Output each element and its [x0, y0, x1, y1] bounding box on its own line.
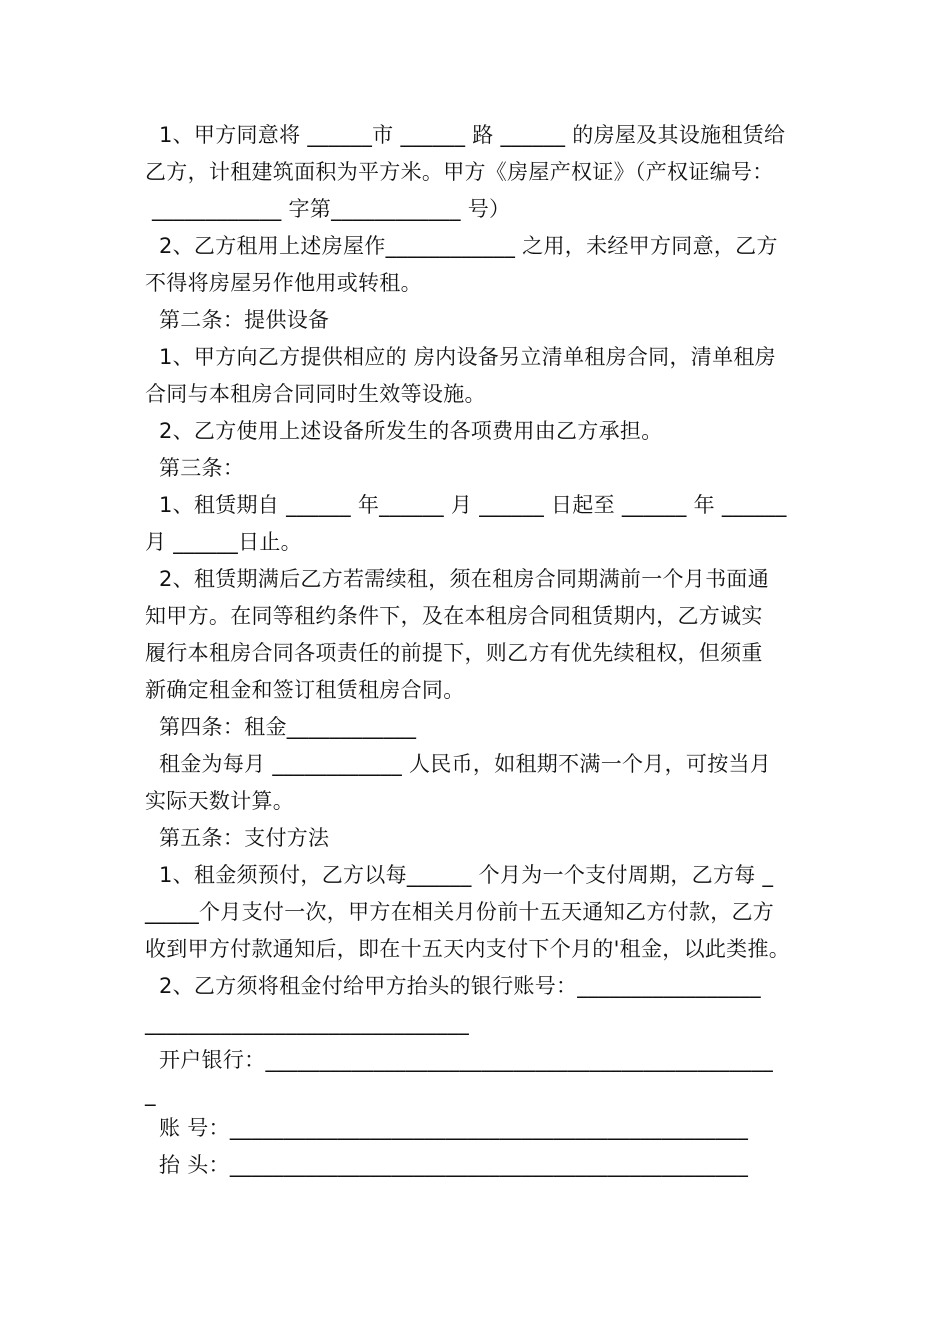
text-line: 1、甲方向乙方提供相应的 房内设备另立清单租房合同，清单租房: [145, 345, 776, 369]
text-line: 合同与本租房合同同时生效等设施。: [145, 382, 486, 406]
text-line: 收到甲方付款通知后，即在十五天内支付下个月的'租金，以此类推。: [145, 937, 791, 961]
text-line: 2、乙方须将租金付给甲方抬头的银行账号：_________________: [145, 974, 761, 998]
section-heading: 第二条：提供设备: [145, 308, 330, 332]
text-line: _____个月支付一次，甲方在相关月份前十五天通知乙方付款，乙方: [145, 900, 775, 924]
bank-name-line: 开户银行：_______________________________________________: [145, 1048, 774, 1072]
text-line: 知甲方。在同等租约条件下，及在本租房合同租赁期内，乙方诚实: [145, 604, 763, 628]
account-title-line: 抬 头：________________________________________________: [145, 1153, 749, 1177]
account-number-line: 账 号：________________________________________________: [145, 1116, 749, 1140]
contract-body: [145, 117, 810, 1184]
text-line: _: [145, 1082, 156, 1106]
section-heading: 第五条：支付方法: [145, 826, 330, 850]
section-heading: 第四条：租金____________: [145, 715, 417, 739]
text-line: 不得将房屋另作他用或转租。: [145, 271, 422, 295]
text-line: ______________________________: [145, 1011, 469, 1035]
text-line: 乙方，计租建筑面积为平方米。甲方《房屋产权证》（产权证编号：: [145, 160, 774, 184]
text-line: 月 ______日止。: [145, 530, 302, 554]
text-line: 2、租赁期满后乙方若需续租，须在租房合同期满前一个月书面通: [145, 567, 770, 591]
text-line: 2、乙方租用上述房屋作____________ 之用，未经甲方同意，乙方: [145, 234, 778, 258]
text-line: 2、乙方使用上述设备所发生的各项费用由乙方承担。: [145, 419, 663, 443]
text-line: 1、甲方同意将 ______市 ______ 路 ______ 的房屋及其设施租赁给: [145, 123, 786, 147]
text-line: 1、租赁期自 ______ 年______ 月 ______ 日起至 ______ 年 ______: [145, 493, 787, 517]
section-heading: 第三条：: [145, 456, 245, 480]
text-line: 1、租金须预付，乙方以每______ 个月为一个支付周期，乙方每 _: [145, 863, 774, 887]
text-line: ____________ 字第____________ 号）: [145, 197, 511, 221]
text-line: 实际天数计算。: [145, 789, 295, 813]
text-line: 新确定租金和签订租赁租房合同。: [145, 678, 465, 702]
text-line: 租金为每月 ____________ 人民币，如租期不满一个月，可按当月: [145, 752, 772, 776]
text-line: 履行本租房合同各项责任的前提下，则乙方有优先续租权，但须重: [145, 641, 763, 665]
